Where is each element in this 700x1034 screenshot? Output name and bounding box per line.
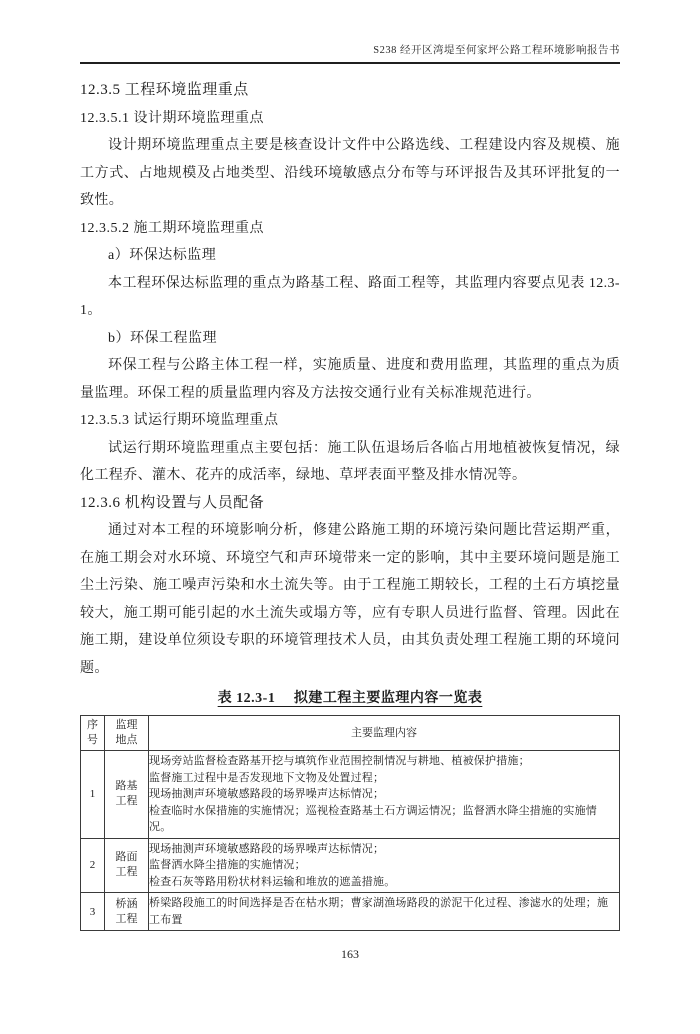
table-header-place xyxy=(105,716,149,751)
subsection-heading-12-3-5-2: 12.3.5.2 施工期环境监理重点 xyxy=(80,220,264,236)
paragraph-design-period: 设计期环境监理重点主要是核查设计文件中公路选线、工程建设内容及规模、施工方式、占地规模及占地类型、沿线环境敏感点分布等与环评报告及其环评批复的一致性。 xyxy=(80,138,620,208)
section-heading-12-3-6: 12.3.6 机构设置与人员配备 xyxy=(80,494,265,511)
subsection-heading-12-3-5-3: 12.3.5.3 试运行期环境监理重点 xyxy=(80,413,279,428)
row1-line3: 现场抽测声环境敏感路段的场界噪声达标情况； xyxy=(149,788,385,800)
row1-place xyxy=(105,751,149,839)
row2-line2: 监督洒水降尘措施的实施情况； xyxy=(149,859,306,871)
table-header-no xyxy=(81,716,105,751)
list-item-b: b）环保工程监理 xyxy=(108,330,217,346)
row3-line1: 桥梁路段施工的时间选择是否在枯水期；曹家湖渔场路段的淤泥干化过程、渗滤水的处理；施工布置 xyxy=(149,897,609,926)
row1-content xyxy=(149,751,620,839)
page-number: 163 xyxy=(341,947,359,961)
table-header-row xyxy=(81,716,620,751)
row1-place-text: 路基工程 xyxy=(115,780,138,808)
row2-no: 2 xyxy=(81,838,105,893)
table-header-place-text: 监理地点 xyxy=(115,719,138,746)
section-heading-12-3-5: 12.3.5 工程环境监理重点 xyxy=(80,82,249,98)
row1-line4: 检查临时水保措施的实施情况；巡视检查路基土石方调运情况；监督洒水降尘措施的实施情况。 xyxy=(149,804,597,833)
page-content xyxy=(80,44,620,962)
table-row xyxy=(81,893,620,931)
row3-content xyxy=(149,893,620,931)
row2-line3: 检查石灰等路用粉状材料运输和堆放的遮盖措施。 xyxy=(149,875,396,888)
table-row xyxy=(81,751,620,839)
row2-place xyxy=(105,838,149,893)
supervision-table xyxy=(80,715,620,931)
table-header-content xyxy=(149,716,620,751)
row1-line2: 监督施工过程中是否发现地下文物及处置过程； xyxy=(149,771,385,784)
table-caption-text: 表 12.3-1 拟建工程主要监理内容一览表 xyxy=(217,691,483,706)
subsection-heading-12-3-5-1: 12.3.5.1 设计期环境监理重点 xyxy=(80,110,264,126)
paragraph-env-engineering-supervision: 环保工程与公路主体工程一样，实施质量、进度和费用监理，其监理的重点为质量监理。环保工程的质量监理内容及方法按交通行业有关标准规范进行。 xyxy=(80,358,620,401)
row2-line1: 现场抽测声环境敏感路段的场界噪声达标情况； xyxy=(149,842,385,855)
running-header: S238 经开区湾堤至何家坪公路工程环境影响报告书 xyxy=(80,44,620,64)
table-header-content-text: 主要监理内容 xyxy=(351,726,417,739)
row3-no: 3 xyxy=(81,893,105,931)
row3-place-text: 桥涵工程 xyxy=(115,897,138,925)
list-item-a: a）环保达标监理 xyxy=(108,248,217,263)
table-caption xyxy=(80,688,620,710)
row2-content xyxy=(149,838,620,893)
row3-place xyxy=(105,893,149,931)
row1-no: 1 xyxy=(81,751,105,839)
row1-line1: 现场旁站监督检查路基开挖与填筑作业范围控制情况与耕地、植被保护措施； xyxy=(149,755,530,767)
document-page xyxy=(0,44,700,1034)
row2-place-text: 路面工程 xyxy=(115,851,138,879)
table-row xyxy=(81,838,620,893)
paragraph-staffing: 通过对本工程的环境影响分析，修建公路施工期的环境污染问题比营运期严重，在施工期会对水环境、环境空气和声环境带来一定的影响，其中主要环境问题是施工尘土污染、施工噪声污染和水土流失等。由于工程施工期较长，工程的土石方填挖量较大，施工期可能引起的水土流失或塌方等，应有专职人员进行监督、管理。因此在施工期，建设单位须设专职的环境管理技术人员，由其负责处理工程施工期的环境问题。 xyxy=(80,523,620,676)
table-header-no-text: 序号 xyxy=(87,719,98,746)
paragraph-trial-operation: 试运行期环境监理重点主要包括：施工队伍退场后各临占用地植被恢复情况，绿化工程乔、灌木、花卉的成活率，绿地、草坪表面平整及排水情况等。 xyxy=(80,440,620,483)
paragraph-compliance-supervision: 本工程环保达标监理的重点为路基工程、路面工程等，其监理内容要点见表 12.3-1。 xyxy=(80,275,620,318)
